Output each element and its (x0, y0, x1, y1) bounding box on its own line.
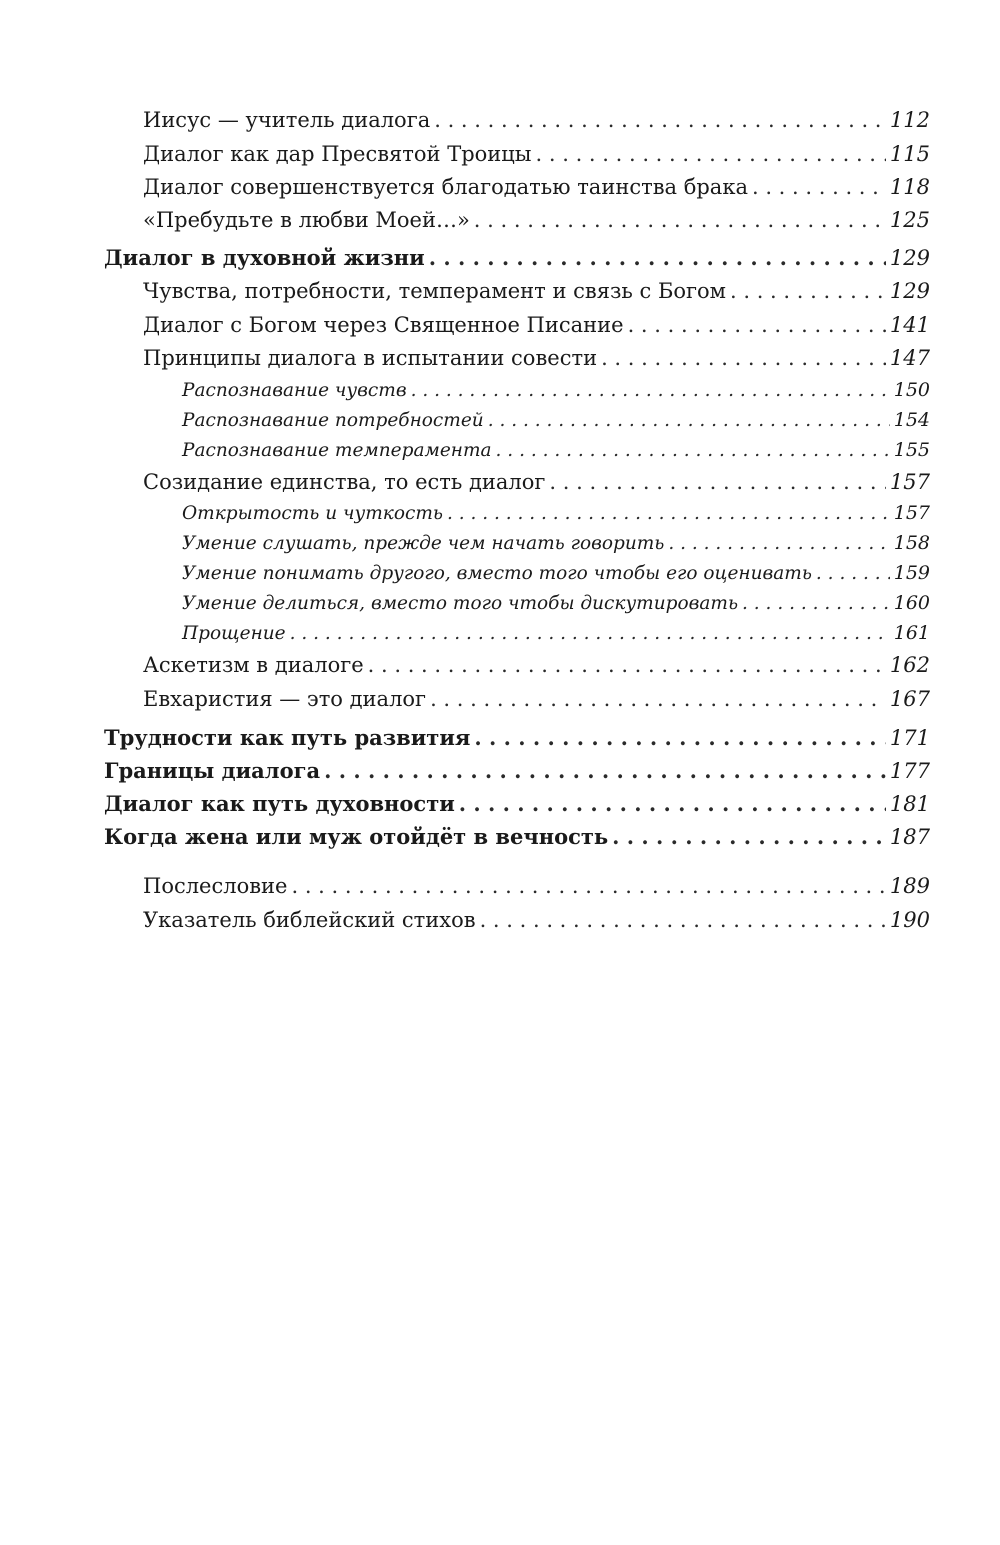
toc-subentry (182, 622, 930, 644)
toc-entry (143, 175, 930, 199)
toc-subentry-title: Умение слушать, прежде чем начать говорить (182, 533, 665, 554)
toc-subentry-page: 155 (893, 439, 930, 461)
toc-entry-page: 115 (889, 142, 930, 166)
dot-leader (447, 503, 890, 524)
toc-entry-title: Чувства, потребности, темперамент и связь с Богом (143, 279, 726, 303)
toc-entry-title: Послесловие (143, 874, 288, 898)
dot-leader (730, 279, 886, 303)
toc-subentry-page: 157 (893, 502, 930, 524)
dot-leader (434, 108, 886, 132)
toc-entry-title: Евхаристия — это диалог (143, 687, 427, 711)
toc-entry (143, 470, 930, 494)
toc-entry (143, 108, 930, 132)
toc-entry (143, 208, 930, 232)
toc-entry-page: 157 (889, 470, 930, 494)
toc-chapter-title: Диалог в духовной жизни (104, 245, 425, 270)
dot-leader (612, 824, 886, 849)
toc-subentry-page: 161 (893, 622, 930, 644)
toc-subentry-page: 159 (893, 562, 930, 584)
dot-leader (549, 470, 885, 494)
toc-chapter-page: 129 (889, 246, 930, 270)
toc-entry-title: Созидание единства, то есть диалог (143, 470, 546, 494)
dot-leader (291, 874, 885, 898)
toc-subentry-title: Умение делиться, вместо того чтобы дискутировать (182, 593, 739, 614)
toc-chapter-page: 171 (889, 726, 930, 750)
toc-entry-page: 141 (889, 313, 930, 337)
toc-subentry-title: Умение понимать другого, вместо того чтобы его оценивать (182, 563, 812, 584)
toc-entry (143, 279, 930, 303)
toc-subentry (182, 502, 930, 524)
toc-subentry-title: Распознавание чувств (182, 380, 407, 401)
toc-subentry-page: 154 (893, 409, 930, 431)
toc-entry-page: 162 (889, 653, 930, 677)
dot-leader (411, 380, 890, 401)
dot-leader (628, 313, 886, 337)
dot-leader (742, 593, 890, 614)
dot-leader (459, 791, 886, 816)
toc-subentry (182, 592, 930, 614)
dot-leader (429, 245, 886, 270)
toc-subentry (182, 379, 930, 401)
toc-entry-page: 112 (889, 108, 930, 132)
toc-entry-page: 129 (889, 279, 930, 303)
toc-subentry-page: 150 (893, 379, 930, 401)
toc-entry-page: 147 (889, 346, 930, 370)
toc-subentry-title: Прощение (182, 623, 286, 644)
toc-entry (143, 142, 930, 166)
toc-subentry (182, 409, 930, 431)
toc-chapter (104, 791, 930, 816)
toc-entry-title: Диалог совершенствуется благодатью таинства брака (143, 175, 748, 199)
toc-entry-title: «Пребудьте в любви Моей…» (143, 208, 470, 232)
dot-leader (480, 908, 886, 932)
toc-chapter (104, 824, 930, 849)
toc-entry-title: Диалог как дар Пресвятой Троицы (143, 142, 532, 166)
dot-leader (816, 563, 890, 584)
dot-leader (474, 208, 886, 232)
toc-chapter-title: Трудности как путь развития (104, 725, 471, 750)
toc-subentry-title: Открытость и чуткость (182, 503, 443, 524)
toc-subentry (182, 562, 930, 584)
dot-leader (368, 653, 886, 677)
toc-subentry-page: 158 (893, 532, 930, 554)
toc-subentry (182, 439, 930, 461)
toc-entry-page: 125 (889, 208, 930, 232)
toc-chapter (104, 245, 930, 270)
toc-entry-page: 118 (889, 175, 930, 199)
toc-chapter-page: 177 (889, 759, 930, 783)
toc-entry-page: 190 (889, 908, 930, 932)
toc-entry (143, 908, 930, 932)
toc-subentry (182, 532, 930, 554)
toc-subentry-title: Распознавание темперамента (182, 440, 492, 461)
toc-entry-title: Указатель библейский стихов (143, 908, 476, 932)
toc-entry-title: Принципы диалога в испытании совести (143, 346, 598, 370)
toc-subentry-title: Распознавание потребностей (182, 410, 484, 431)
dot-leader (324, 758, 886, 783)
toc-chapter (104, 725, 930, 750)
toc-chapter-title: Границы диалога (104, 758, 321, 783)
toc-entry (143, 653, 930, 677)
toc-entry (143, 874, 930, 898)
toc-chapter-title: Диалог как путь духовности (104, 791, 455, 816)
dot-leader (290, 623, 890, 644)
toc-entry-page: 189 (889, 874, 930, 898)
toc-entry-title: Аскетизм в диалоге (143, 653, 364, 677)
toc-chapter-page: 181 (889, 792, 930, 816)
dot-leader (752, 175, 886, 199)
dot-leader (488, 410, 890, 431)
dot-leader (496, 440, 890, 461)
toc-chapter (104, 758, 930, 783)
dot-leader (430, 687, 886, 711)
toc-entry-title: Диалог с Богом через Священное Писание (143, 313, 624, 337)
toc-entry (143, 346, 930, 370)
toc-entry (143, 313, 930, 337)
dot-leader (668, 533, 889, 554)
toc-subentry-page: 160 (893, 592, 930, 614)
dot-leader (536, 142, 886, 166)
toc-entry-page: 167 (889, 687, 930, 711)
toc-chapter-title: Когда жена или муж отойдёт в вечность (104, 824, 609, 849)
toc-chapter-page: 187 (889, 825, 930, 849)
dot-leader (601, 346, 886, 370)
toc-entry-title: Иисус — учитель диалога (143, 108, 431, 132)
toc-entry (143, 687, 930, 711)
dot-leader (474, 725, 885, 750)
